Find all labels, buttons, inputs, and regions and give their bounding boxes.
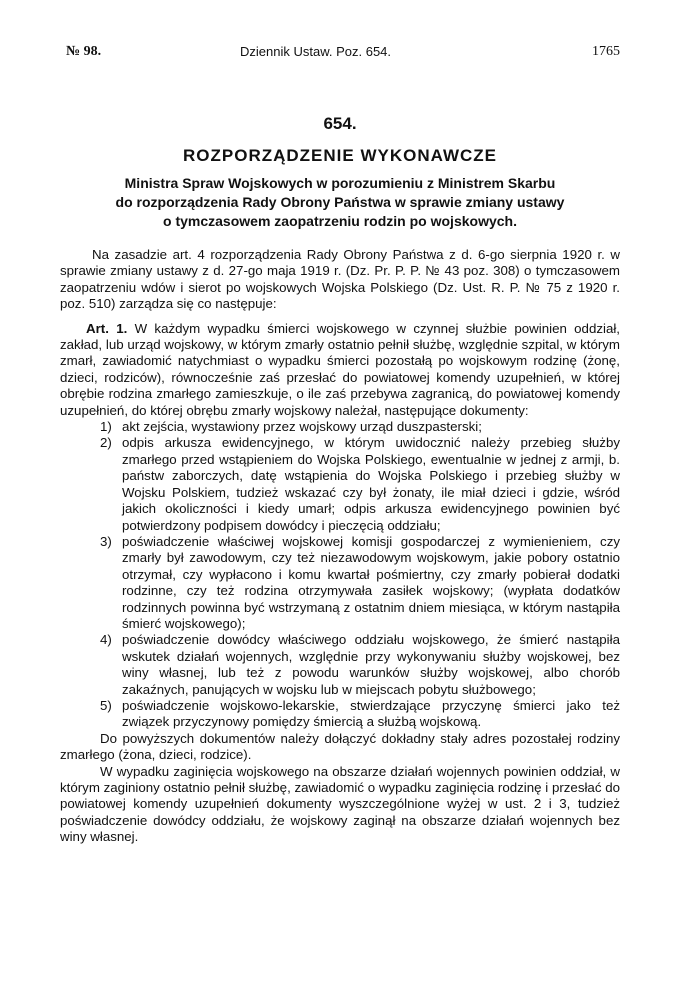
article-1 xyxy=(60,321,620,419)
list-item xyxy=(60,632,620,698)
list-text: poświadczenie wojskowo-lekarskie, stwierdzające przyczynę śmierci jako też związek przyczynowy pomiędzy śmiercią a służbą wojskową. xyxy=(122,697,620,730)
subtitle-line: o tymczasowem zaopatrzeniu rodzin po wojskowych. xyxy=(163,213,517,229)
subtitle-line: Ministra Spraw Wojskowych w porozumieniu z Ministrem Skarbu xyxy=(124,175,556,191)
page-number: 1765 xyxy=(592,44,620,59)
document-list xyxy=(60,419,620,731)
document-subtitle xyxy=(60,174,620,231)
closing-paragraph: Do powyższych dokumentów należy dołączyć dokładny stały adres pozostałej rodziny zmarłego (żona, dzieci, rodzice). xyxy=(60,730,620,763)
document-page xyxy=(60,44,620,846)
intro-paragraph: Na zasadzie art. 4 rozporządzenia Rady Obrony Państwa z d. 6-go sierpnia 1920 r. w sprawie zmiany ustawy z d. 27-go maja 1919 r. (Dz. Pr. P. P. № 43 poz. 308) o tymczasowem zaopatrzeniu wdów i sierot po wojskowych Wojska Polskiego (Dz. Ust. R. P. № 75 z 1920 r. poz. 510) zarządza się co następuje: xyxy=(60,247,620,312)
article-label: Art. 1. xyxy=(86,320,128,336)
list-number: 2) xyxy=(100,435,112,451)
list-number: 1) xyxy=(100,419,112,435)
list-item xyxy=(60,698,620,731)
list-number: 4) xyxy=(100,632,112,648)
subtitle-line: do rozporządzenia Rady Obrony Państwa w sprawie zmiany ustawy xyxy=(115,194,565,210)
list-text: poświadczenie dowódcy właściwego oddziału wojskowego, że śmierć nastąpiła wskutek działań wojennych, względnie przy wykonywaniu służby wojskowej, bez winy własnej, lub też z powodu warunków służby wojskowej, albo chorób zakaźnych, panujących w wojsku lub w miejscach pobytu służbowego; xyxy=(122,632,620,697)
journal-title: Dziennik Ustaw. Poz. 654. xyxy=(240,44,392,59)
list-text: akt zejścia, wystawiony przez wojskowy urząd duszpasterski; xyxy=(122,419,482,435)
list-item xyxy=(60,419,620,435)
list-item xyxy=(60,435,620,533)
list-text: poświadczenie właściwej wojskowej komisji gospodarczej z wymienieniem, czy zmarły był zawodowym, czy też niezawodowym wojskowym, jakie pobory ostatnio otrzymał, czy wypłacono i komu kwartał pośmiertny, czy zmarły pobierał dodatki rodzinne, czy też rodzina otrzymywała zasiłek wojskowy; (wypłata dodatków rodzinnych powinna być wstrzymaną z ostatnim dniem miesiąca, w którym nastąpiła śmierć wojskowego); xyxy=(122,533,620,631)
list-item xyxy=(60,534,620,632)
document-body xyxy=(60,247,620,846)
article-text: W każdym wypadku śmierci wojskowego w czynnej służbie powinien oddział, zakład, lub urząd wojskowy, w którym zmarły ostatnio pełnił służbę, względnie szpital, w którym zmarł, zawiadomić natychmiast o wypadku śmierci pozostałą po wojskowym rodzinę (żonę, dzieci, rodziców), równocześnie zaś przesłać do powiatowej komendy uzupełnień, w której obrębie rodzina zmarłego zamieszkuje, o ile zaś przebywa zagranicą, do powiatowej komendy uzupełnień, do której obrębu zmarły wojskowy należał, następujące dokumenty: xyxy=(60,320,620,418)
closing-paragraph: W wypadku zaginięcia wojskowego na obszarze działań wojennych powinien oddział, w którym zaginiony ostatnio pełnił służbę, zawiadomić o wypadku zaginięcia rodzinę i przesłać do powiatowej komendy uzupełnień dokumenty wyszczególnione wyżej w ust. 2 i 3, tudzież poświadczenie dowódcy oddziału, że wojskowy zaginął na obszarze działań wojennych bez winy własnej. xyxy=(60,763,620,845)
page-marker: № 98. xyxy=(66,44,102,59)
document-title: ROZPORZĄDZENIE WYKONAWCZE xyxy=(183,146,497,165)
list-number: 3) xyxy=(100,533,112,549)
position-number: 654. xyxy=(323,114,357,133)
list-number: 5) xyxy=(100,697,112,713)
list-text: odpis arkusza ewidencyjnego, w którym uwidocznić należy przebieg służby zmarłego przed wstąpieniem do Wojska Polskiego, ewentualnie w jednej z armji, b. państw zaborczych, datę wstąpienia do Wojska Polskiego i przebieg służby w Wojsku Polskiem, tudzież wskazać czy był żonaty, ile miał dzieci i gdzie, wśród jakich okoliczności i kiedy umarł; odpis arkusza ewidencyjnego powinien być potwierdzony podpisem dowódcy i pieczęcią oddziału; xyxy=(122,435,620,533)
running-header xyxy=(60,44,620,68)
